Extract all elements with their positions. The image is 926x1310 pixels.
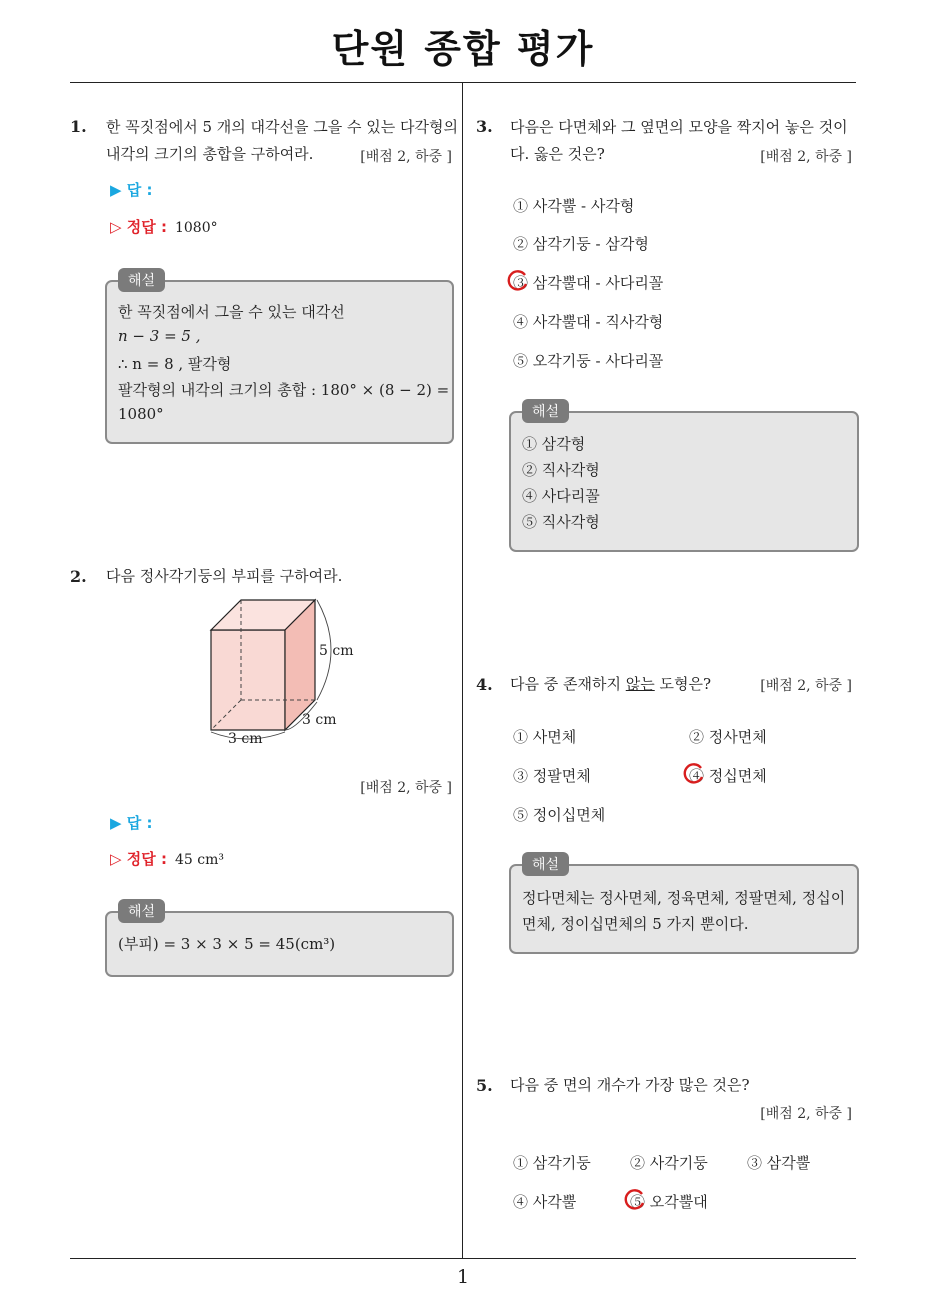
option-2[interactable]: ② 정사면체 [689, 728, 767, 746]
page-number: 1 [456, 1266, 470, 1288]
correct-value: 45 cm³ [174, 852, 224, 868]
column-divider [462, 83, 463, 1259]
explanation-line: ④ 사다리꼴 [522, 487, 600, 505]
question-number: 1. [70, 117, 87, 136]
question-number: 4. [476, 675, 493, 694]
correct-label: ▷ 정답 : [110, 850, 167, 868]
answer-circle-icon [624, 1188, 646, 1210]
explanation-line: 팔각형의 내각의 크기의 총합 : 180° × (8 − 2) = [118, 381, 450, 399]
explanation-line: 1080° [118, 405, 164, 423]
option-4[interactable]: ④ 정십면체 [689, 767, 767, 785]
correct-answer [110, 848, 224, 869]
explanation-box [509, 864, 859, 954]
option-5[interactable]: ⑤ 오각기둥 - 사다리꼴 [513, 352, 664, 370]
explanation-line: 면체, 정이십면체의 5 가지 뿐이다. [522, 915, 749, 933]
question-number: 5. [476, 1076, 493, 1095]
question-text [510, 671, 711, 698]
option-5[interactable]: ⑤ 정이십면체 [513, 806, 606, 824]
option-2[interactable]: ② 삼각기둥 - 삼각형 [513, 235, 649, 253]
dimension-height: 5 cm [319, 643, 354, 659]
top-rule [70, 82, 856, 83]
question-text-pre: 다음 중 존재하지 [510, 675, 626, 693]
answer-circle-icon [507, 269, 529, 291]
question-text-line1: 한 꼭짓점에서 5 개의 대각선을 그을 수 있는 다각형의 [106, 118, 458, 136]
option-4[interactable]: ④ 사각뿔 [513, 1193, 577, 1211]
question-number: 2. [70, 567, 87, 586]
option-2[interactable]: ② 사각기둥 [630, 1154, 708, 1172]
question-text-line1: 다음은 다면체와 그 옆면의 모양을 짝지어 놓은 것이 [510, 118, 848, 136]
explanation-line: 정다면체는 정사면체, 정육면체, 정팔면체, 정십이 [522, 889, 846, 907]
question-text-line2: 다. 옳은 것은? [510, 145, 605, 163]
explanation-line: n − 3 = 5 , [118, 327, 201, 345]
score-label: [배점 2, 하중 ] [760, 1106, 852, 1122]
page-title: 단원 종합 평가 [331, 27, 595, 71]
explanation-line: ⑤ 직사각형 [522, 513, 600, 531]
question-text-line1: 다음 중 면의 개수가 가장 많은 것은? [510, 1076, 750, 1094]
question-text-line2: 내각의 크기의 총합을 구하여라. [106, 145, 314, 163]
score-label: [배점 2, 하중 ] [760, 678, 852, 694]
option-4[interactable]: ④ 사각뿔대 - 직사각형 [513, 313, 664, 331]
explanation-line: ① 삼각형 [522, 435, 586, 453]
question-text-post: 도형은? [654, 675, 712, 693]
explanation-tag: 해설 [118, 268, 165, 292]
option-3[interactable]: ③ 정팔면체 [513, 767, 591, 785]
explanation-line: ② 직사각형 [522, 461, 600, 479]
correct-answer [110, 216, 218, 237]
explanation-tag: 해설 [522, 852, 569, 876]
explanation-tag: 해설 [118, 899, 165, 923]
dimension-width: 3 cm [228, 731, 263, 747]
option-1[interactable]: ① 삼각기둥 [513, 1154, 591, 1172]
correct-label: ▷ 정답 : [110, 218, 167, 236]
explanation-tag: 해설 [522, 399, 569, 423]
explanation-line: 한 꼭짓점에서 그을 수 있는 대각선 [118, 303, 345, 321]
explanation-line: (부피) = 3 × 3 × 5 = 45(cm³) [118, 935, 336, 953]
score-label: [배점 2, 하중 ] [360, 149, 452, 165]
question-text-line1: 다음 정사각기둥의 부피를 구하여라. [106, 567, 343, 585]
answer-label: ▶ 답 : [110, 181, 153, 199]
score-label: [배점 2, 하중 ] [760, 149, 852, 165]
answer-label: ▶ 답 : [110, 814, 153, 832]
option-5[interactable]: ⑤ 오각뿔대 [630, 1193, 708, 1211]
option-3[interactable]: ③ 삼각뿔대 - 사다리꼴 [513, 274, 664, 292]
correct-value: 1080° [174, 220, 218, 236]
option-1[interactable]: ① 사면체 [513, 728, 577, 746]
explanation-line: ∴ n = 8 , 팔각형 [118, 355, 232, 373]
option-1[interactable]: ① 사각뿔 - 사각형 [513, 197, 635, 215]
question-number: 3. [476, 117, 493, 136]
question-text-underlined: 않는 [625, 675, 655, 693]
square-prism-figure [195, 590, 365, 750]
dimension-depth: 3 cm [302, 712, 337, 728]
option-3[interactable]: ③ 삼각뿔 [747, 1154, 811, 1172]
bottom-rule [70, 1258, 856, 1259]
answer-circle-icon [683, 762, 705, 784]
score-label: [배점 2, 하중 ] [360, 780, 452, 796]
